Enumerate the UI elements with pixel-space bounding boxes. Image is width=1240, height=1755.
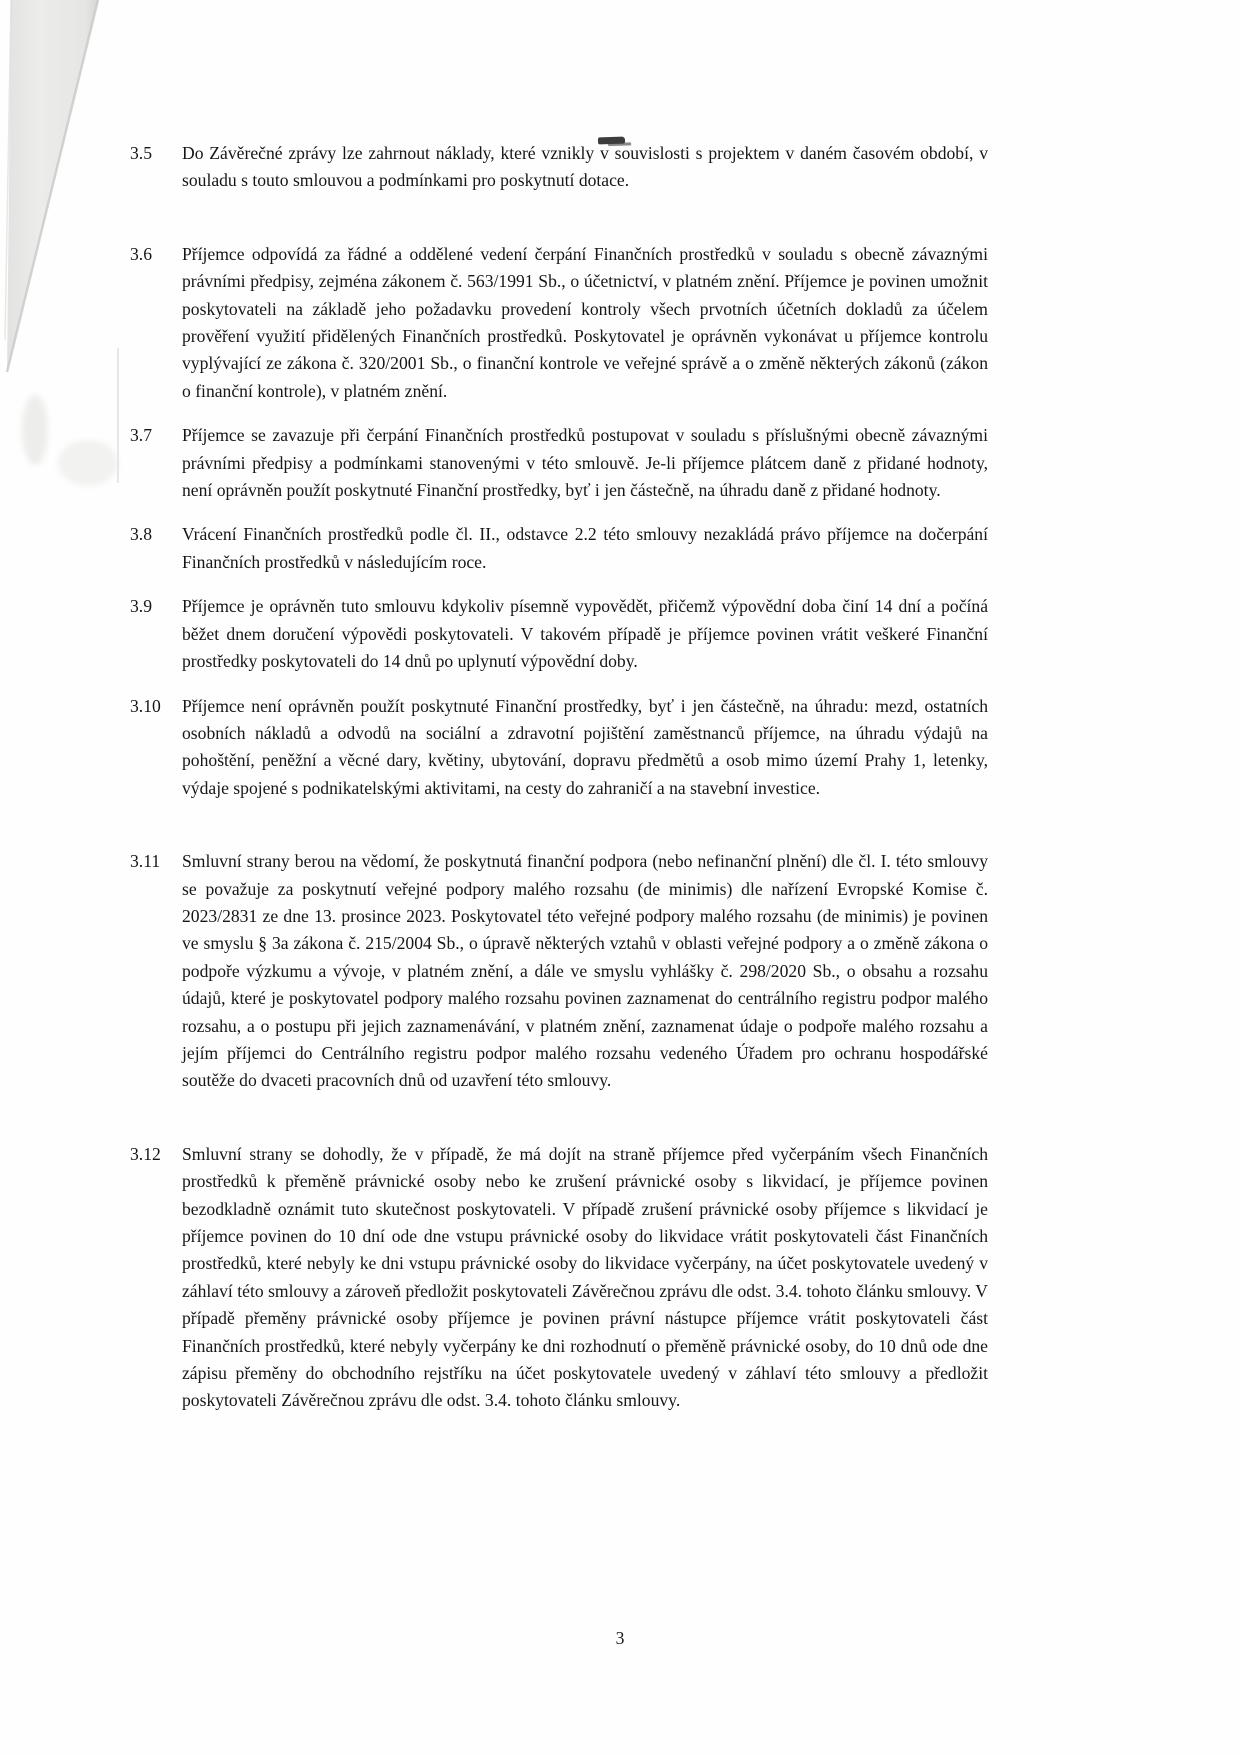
scan-smudge bbox=[22, 395, 48, 465]
clause-text: Příjemce se zavazuje při čerpání Finančních prostředků postupovat v souladu s příslušnými obecně závaznými právními předpisy a podmínkami stanovenými v této smlouvě. Je-li příjemce plátcem daně z přidané hodnoty, není oprávněn použít poskytnuté Finanční prostředky, byť i jen částečně, na úhradu daně z přidané hodnoty. bbox=[182, 425, 988, 501]
clause-item bbox=[130, 693, 988, 803]
scan-line-artifact bbox=[117, 348, 119, 483]
clause-item bbox=[130, 521, 988, 576]
clause-item bbox=[130, 140, 988, 195]
clause-number: 3.10 bbox=[130, 695, 161, 716]
page-fold-artifact bbox=[0, 0, 130, 420]
clause-text: Příjemce je oprávněn tuto smlouvu kdykoliv písemně vypovědět, přičemž výpovědní doba činí 14 dní a počíná běžet dnem doručení výpovědi poskytovateli. V takovém případě je příjemce povinen vrátit veškeré Finanční prostředky poskytovateli do 14 dnů po uplynutí výpovědní doby. bbox=[182, 596, 988, 672]
clause-text: Příjemce není oprávněn použít poskytnuté Finanční prostředky, byť i jen částečně, na úhradu: mezd, ostatních osobních nákladů a odvodů na sociální a zdravotní pojištění zaměstnanců příjemce, na úhradu výdajů na pohoštění, peněžní a věcné dary, květiny, ubytování, dopravu předmětů a osob mimo území Prahy 1, letenky, výdaje spojené s podnikatelskými aktivitami, na cesty do zahraničí a na stavební investice. bbox=[182, 695, 988, 798]
scan-smudge bbox=[58, 440, 118, 486]
clause-number: 3.11 bbox=[130, 851, 161, 872]
clause-item bbox=[130, 1141, 988, 1415]
clause-number: 3.6 bbox=[130, 243, 152, 264]
clause-item bbox=[130, 593, 988, 675]
page-number: 3 bbox=[615, 1628, 625, 1648]
clause-item bbox=[130, 241, 988, 405]
clause-number: 3.8 bbox=[130, 524, 152, 545]
contract-clauses bbox=[130, 140, 988, 1415]
clause-number: 3.12 bbox=[130, 1143, 161, 1164]
clause-text: Vrácení Finančních prostředků podle čl. II., odstavce 2.2 této smlouvy nezakládá právo příjemce na dočerpání Finančních prostředků v následujícím roce. bbox=[182, 524, 988, 572]
clause-text: Smluvní strany berou na vědomí, že poskytnutá finanční podpora (nebo nefinanční plnění) dle čl. I. této smlouvy se považuje za poskytnutí veřejné podpory malého rozsahu (de minimis) dle nařízení Evropské Komise č. 2023/2831 ze dne 13. prosince 2023. Poskytovatel této veřejné podpory malého rozsahu (de minimis) je povinen ve smyslu § 3a zákona č. 215/2004 Sb., o úpravě některých vztahů v oblasti veřejné podpory a o změně zákona o podpoře výzkumu a vývoje, v platném znění, a dále ve smyslu vyhlášky č. 298/2020 Sb., o obsahu a rozsahu údajů, které je poskytovatel podpory malého rozsahu povinen zaznamenat do centrálního registru podpor malého rozsahu, a o postupu při jejich zaznamenávání, v platném znění, zaznamenat údaje o podpoře malého rozsahu a jejím příjemci do Centrálního registru podpor malého rozsahu vedeného Úřadem pro ochranu hospodářské soutěže do dvaceti pracovních dnů od uzavření této smlouvy. bbox=[182, 851, 988, 1091]
clause-text: Příjemce odpovídá za řádné a oddělené vedení čerpání Finančních prostředků v souladu s obecně závaznými právními předpisy, zejména zákonem č. 563/1991 Sb., o účetnictví, v platném znění. Příjemce je povinen umožnit poskytovateli na základě jeho požadavku provedení kontroly všech prvotních účetních dokladů za účelem prověření využití přidělených Finančních prostředků. Poskytovatel je oprávněn vykonávat u příjemce kontrolu vyplývající ze zákona č. 320/2001 Sb., o finanční kontrole ve veřejné správě a o změně některých zákonů (zákon o finanční kontrole), v platném znění. bbox=[182, 243, 988, 401]
clause-item bbox=[130, 848, 988, 1095]
clause-number: 3.7 bbox=[130, 425, 152, 446]
clause-text: Smluvní strany se dohodly, že v případě, že má dojít na straně příjemce před vyčerpáním všech Finančních prostředků k přeměně právnické osoby nebo ke zrušení právnické osoby s likvidací, je příjemce povinen bezodkladně oznámit tuto skutečnost poskytovateli. V případě zrušení právnické osoby příjemce s likvidací je příjemce povinen do 10 dní ode dne vstupu právnické osoby do likvidace vrátit poskytovateli část Finančních prostředků, které nebyly ke dni vstupu právnické osoby do likvidace vyčerpány, na účet poskytovatele uvedený v záhlaví této smlouvy a zároveň předložit poskytovateli Závěrečnou zprávu dle odst. 3.4. tohoto článku smlouvy. V případě přeměny právnické osoby příjemce je povinen právní nástupce příjemce vrátit poskytovateli část Finančních prostředků, které nebyly vyčerpány ke dni rozhodnutí o přeměně právnické osoby, do 10 dnů ode dne zápisu přeměny do obchodního rejstříku na účet poskytovatele uvedený v záhlaví této smlouvy a předložit poskytovateli Závěrečnou zprávu dle odst. 3.4. tohoto článku smlouvy. bbox=[182, 1143, 988, 1411]
clause-text: Do Závěrečné zprávy lze zahrnout náklady, které vznikly v souvislosti s projektem v daném časovém období, v souladu s touto smlouvou a podmínkami pro poskytnutí dotace. bbox=[182, 143, 988, 191]
clause-number: 3.5 bbox=[130, 143, 152, 163]
clause-number: 3.9 bbox=[130, 596, 152, 617]
clause-item bbox=[130, 422, 988, 504]
